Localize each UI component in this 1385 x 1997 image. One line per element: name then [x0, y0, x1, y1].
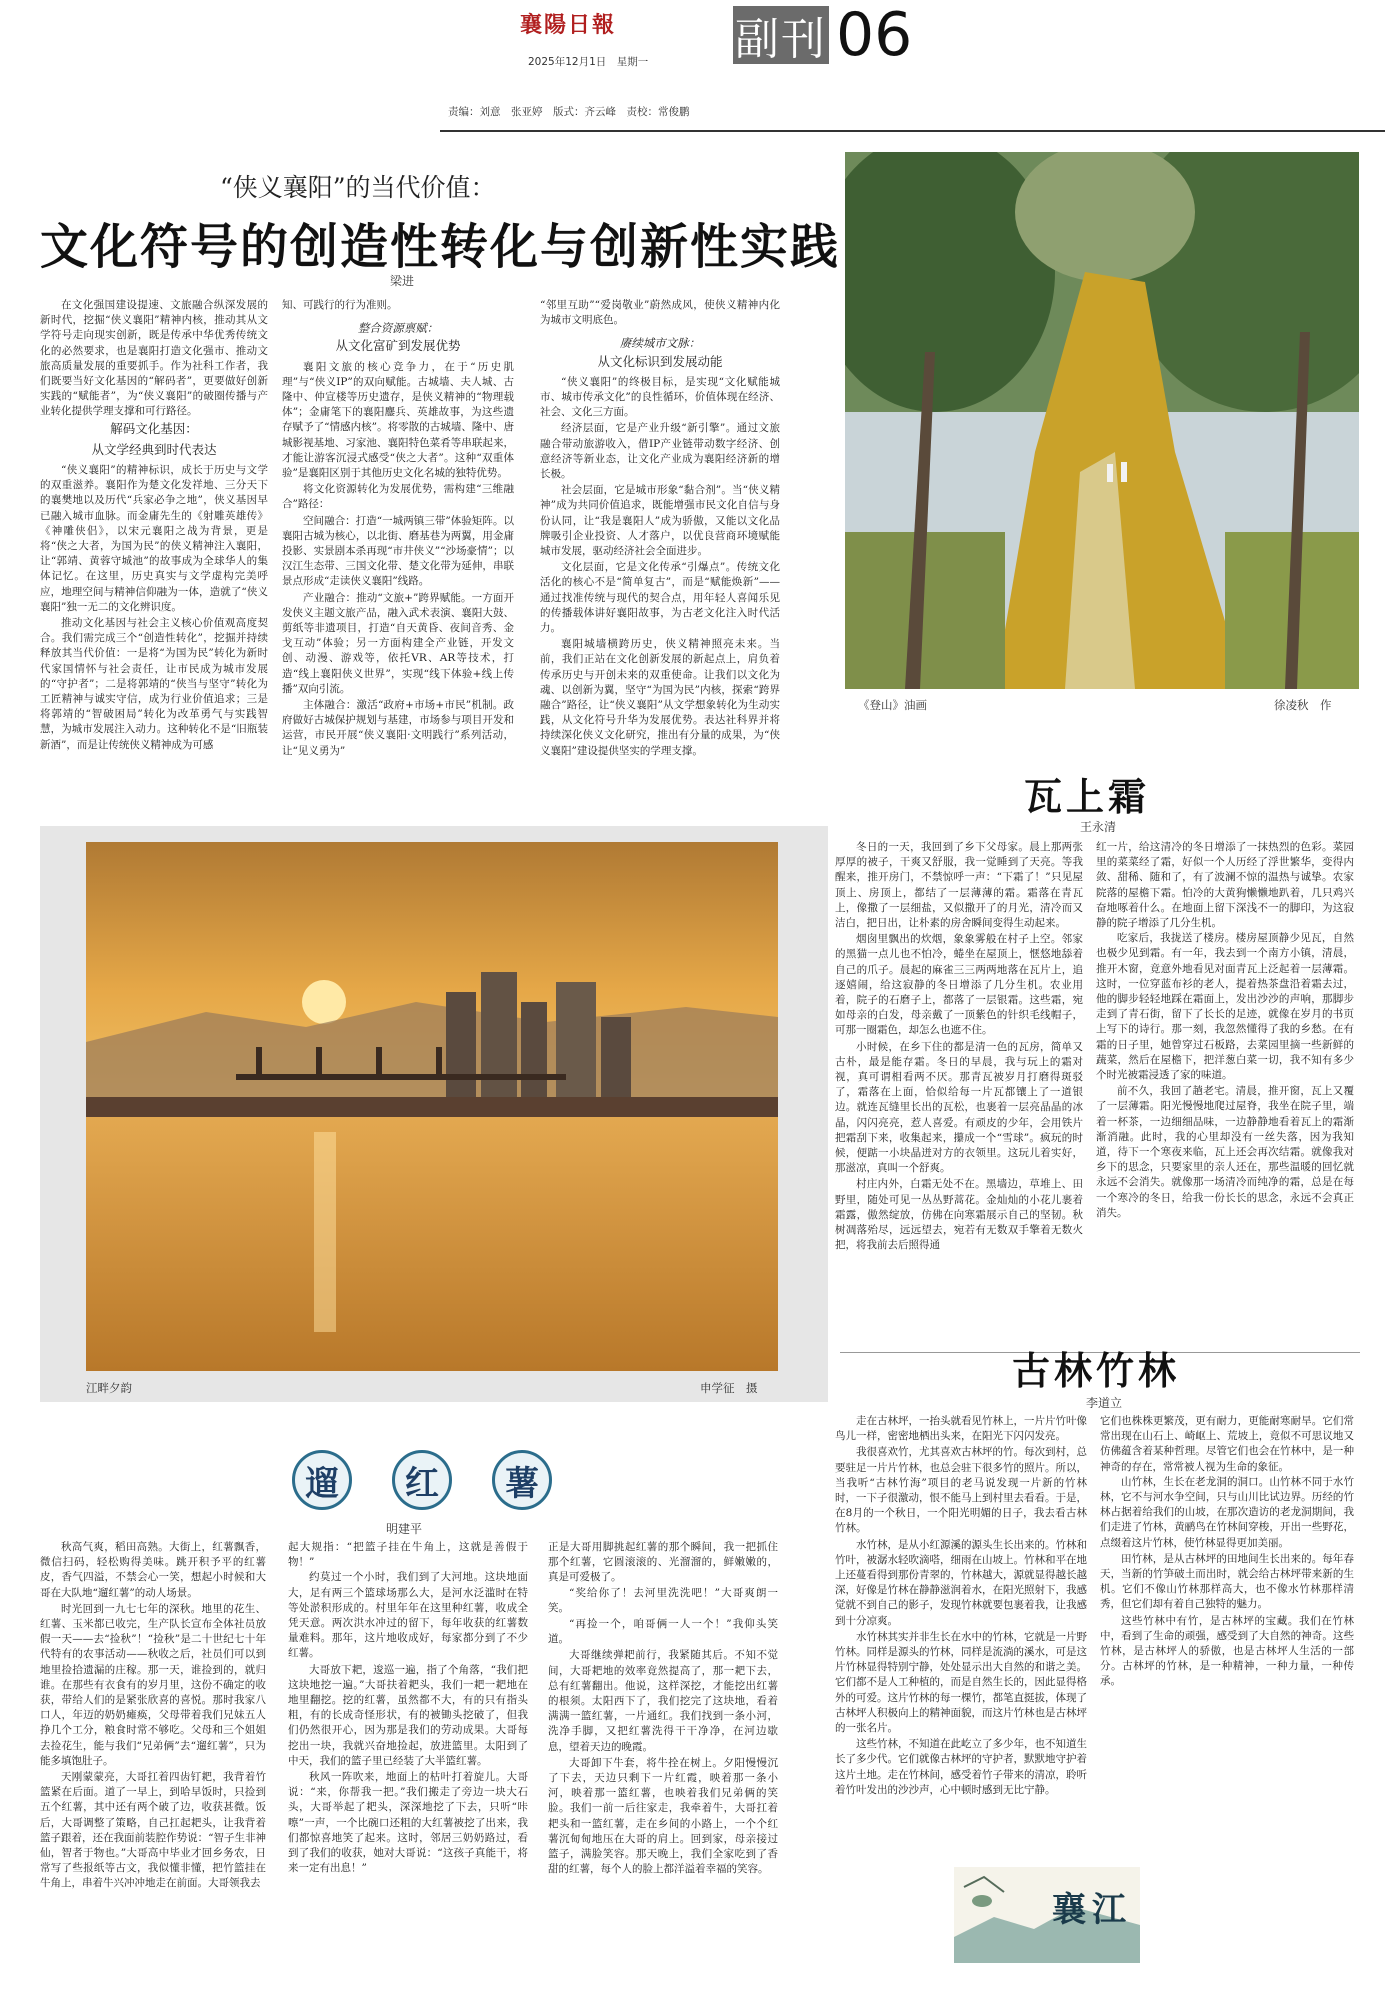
sweet-potato-essay-author: 明建平 [386, 1522, 423, 1536]
lead-article-author: 梁进 [390, 274, 415, 288]
frost-essay-author: 王永清 [1080, 820, 1117, 834]
section-label: 副刊 [733, 6, 829, 64]
paragraph: 走在古林坪，一抬头就看见竹林上，一片片竹叶像鸟儿一样，密密地栖出头来，在阳光下闪闪发亮。 [835, 1415, 1087, 1443]
subhead-label: 赓续城市文脉： [619, 336, 701, 351]
masthead-editors: 责编：刘意 张亚婷 版式：齐云峰 责校：常俊鹏 [448, 106, 690, 118]
paragraph: 秋风一阵吹来，地面上的枯叶打着旋儿。大哥说：“来，你帮我一把。”我们搬走了旁边一块大石头，大哥举起了耙头，深深地挖了下去，只听“咔嚓”一声，一个比碗口还粗的大红薯被挖了出来，我们都惊喜地笑了起来。这时，邻居三奶奶路过，看到了我们的收获，她对大哥说：“这孩子真能干，将来一定有出息！” [288, 1771, 528, 1875]
frost-essay-title: 瓦上霜 [1024, 775, 1151, 819]
paragraph: 襄阳城墙横跨历史，侠义精神照亮未来。当前，我们正站在文化创新发展的新起点上，肩负着传承历史与开创未来的双重使命。让我们以文化为魂、以创新为翼，坚守“为国为民”内核，探索“跨界融合”路径，让“侠义襄阳”从文学想象转化为生动实践，从文化符号升华为发展优势。表达社科界并将持续深化侠义文化研究，推出有分量的成果，为“侠义襄阳”建设提供坚实的学理支撑。 [540, 638, 780, 757]
paragraph: 将文化资源转化为发展优势，需构建“三维融合”路径： [282, 483, 514, 511]
painting-artist: 徐凌秋 作 [1274, 698, 1332, 712]
paragraph: 文化层面，它是文化传承“引爆点”。传统文化活化的核心不是“简单复古”，而是“赋能焕新”——通过找准传统与现代的契合点，用年轻人喜闻乐见的传播载体讲好襄阳故事，为古老文化注入时代活力。 [540, 561, 780, 635]
bamboo-essay-column-1 [835, 1414, 1087, 1854]
bamboo-essay-column-2 [1100, 1414, 1354, 1854]
subhead-title: 从文化标识到发展动能 [597, 353, 723, 369]
photo-credit: 申学征 摄 [700, 1381, 758, 1395]
paragraph: 田竹林，是从古林坪的田地间生长出来的。每年春天，当新的竹笋破土而出时，就会给古林坪带来新的生机。它们不像山竹林那样高大，也不像水竹林那样清秀，但它们却有着自己独特的魅力。 [1100, 1552, 1354, 1611]
paragraph: 在文化强国建设提速、文旅融合纵深发展的新时代，挖掘“侠义襄阳”精神内核，推动其从文学符号走向现实创新，既是传承中华优秀传统文化的必然要求，也是襄阳打造文化强市、推动文旅高质量发展的重要抓手。作为社科工作者，我们既要当好文化基因的“解码者”，更要做好创新实践的“赋能者”，为“侠义襄阳”的破圈传播与产业转化提供学理支撑和可行路径。 [40, 299, 268, 418]
header-rule [440, 130, 1385, 132]
paragraph: 吃家后，我拢送了楼房。楼房屋顶静少见瓦，自然也极少见到霜。有一年，我去到一个南方小镇，清晨，推开木窗，竟意外地看见对面青瓦上泛起着一层薄霜。这时，一位穿蓝布衫的老人，提着热茶盘沿着霜去过，他的脚步轻轻地踩在霜面上，发出沙沙的声响，那脚步走到了青石街，留下了长长的足迹，就像在岁月的书页上写下的诗行。那一刻，我忽然懂得了我的乡愁。在有霜的日子里，她曾穿过石板路，去菜园里摘一些新鲜的蔬菜，然后在屋檐下，把洋葱白菜一切，我不知有多少个时光被霜浸透了家的味道。 [1096, 932, 1354, 1082]
subhead-title: 从文化富矿到发展优势 [335, 338, 461, 354]
paragraph: 这些竹林中有竹，是古林坪的宝藏。我们在竹林中，看到了生命的顽强，感受到了大自然的神奇。这些竹林，是古林坪人的骄傲，也是古林坪人生活的一部分。古林坪的竹林，是一种精神，一种力量，一种传承。 [1100, 1614, 1354, 1688]
paragraph: 这些竹林，不知道在此屹立了多少年，也不知道生长了多少代。它们就像古林坪的守护者，默默地守护着这片土地。走在竹林间，感受着竹子带来的清凉，聆听着竹叶发出的沙沙声，心中顿时感到无比宁静。 [835, 1738, 1087, 1796]
paragraph: “侠义襄阳”的终极目标，是实现“文化赋能城市、城市传承文化”的良性循环，价值体现在经济、社会、文化三方面。 [540, 375, 780, 419]
title-char-badge: 红 [392, 1450, 452, 1510]
paragraph: 红一片，给这清冷的冬日增添了一抹热烈的色彩。菜园里的菜菜经了霜，好似一个人历经了浮世繁华，变得内敛、甜稀、随和了，有了波澜不惊的温热与诚挚。农家院落的屋檐下霜。怕冷的大黄狗懒懒地趴着，几只鸡兴奋地啄着什么。在地面上留下深浅不一的脚印，为这寂静的院子增添了几分生机。 [1096, 841, 1354, 930]
paragraph: 时光回到一九七七年的深秋。地里的花生、红薯、玉米都已收完，生产队长宣布全体社员放假一天——去“捡秋”！“捡秋”是二十世纪七十年代特有的农事活动——秋收之后，社员们可以到地里捡拾遗漏的庄稼。那一天，谁捡到的，就归谁。在那些有衣食有的岁月里，这份不确定的收获，带给人们的是紧张欣喜的喜悦。那时我家八口人，年迈的奶奶瘫痪，父母带着我们兄妹五人挣几个工分，粮食时常不够吃。父母和三个姐姐去捡花生，能与我们“兄弟俩”去“遛红薯”，只为能多填饱肚子。 [40, 1602, 266, 1767]
frost-essay-column-1 [835, 840, 1083, 1338]
painting-illustration [845, 152, 1359, 689]
paragraph: 约莫过一个小时，我们到了大河地。这块地面大，足有两三个篮球场那么大，是河水泛滥时在特等处淤积形成的。村里年年在这里种红薯，收成全凭天意。两次洪水冲过的留下，每年收获的红薯数量难料。那年，这片地收成好，每家都分到了不少红薯。 [288, 1571, 528, 1660]
paragraph: 前不久，我回了趟老宅。清晨，推开窗，瓦上又覆了一层薄霜。阳光慢慢地爬过屋脊，我坐在院子里，端着一杯茶，一边细细品味，一边静静地看着瓦上的霜渐渐消融。此时，我的心里却没有一丝失落，因为我知道，待下一个寒夜来临，瓦上还会再次结霜。就像我对乡下的思念，只要家里的亲人还在，那些温暖的回忆就永远不会消失。就像那一场清冷而纯净的霜，总是在每一个寒冷的冬日，给我一份长长的思念，永远不会真正消失。 [1096, 1085, 1354, 1219]
paragraph: 主体融合：激活“政府+市场+市民”机制。政府做好古城保护规划与基建，市场参与项目开发和运营，市民开展“侠义襄阳·文明践行”系列活动，让“见义勇为” [282, 699, 514, 757]
paragraph: 知、可践行的行为准则。 [282, 299, 398, 311]
sunset-illustration [86, 842, 778, 1371]
paragraph: 推动文化基因与社会主义核心价值观高度契合。我们需完成三个“创造性转化”，挖掘并持续释放其当代价值：一是将“为国为民”转化为新时代家国情怀与社会责任，让市民成为城市发展的“守护者”；二是将郭靖的“侠当与坚守”转化为工匠精神与诚实守信，成为行业价值追求；三是将郭靖的“智破困局”转化为改革勇气与实践智慧，为城市发展注入动力。这种转化不是“旧瓶装新酒”，而是让传统侠义精神成为可感 [40, 617, 268, 751]
frost-essay-column-2 [1096, 840, 1354, 1338]
lead-article-column-2 [282, 298, 514, 814]
sweet-potato-column-3 [548, 1540, 778, 1960]
sweet-potato-column-1 [40, 1540, 266, 1960]
paragraph: 正是大哥用脚挑起红薯的那个瞬间，我一把抓住那个红薯，它圆滚滚的、光溜溜的，鲜嫩嫩的，真是可爱极了。 [548, 1541, 778, 1584]
sunset-photo [86, 842, 778, 1371]
title-char-badge: 薯 [492, 1450, 552, 1510]
paragraph: 水竹林其实并非生长在水中的竹林，它就是一片野竹林。同样是源头的竹林，同样是流淌的溪水，可是这片竹林显得特别宁静，处处显示出大自然的和谐之美。它们都不是人工种植的，而是自然生长的，因此显得格外的可爱。这片竹林的每一棵竹，都笔直挺拔，体现了古林坪人积极向上的精神面貌，而这片竹林也是古林坪的一张名片。 [835, 1630, 1087, 1735]
oil-painting-image [845, 152, 1359, 689]
paragraph: 起大规指：“把篮子挂在牛角上，这就是善假于物！” [288, 1541, 528, 1569]
title-char-badge: 遛 [292, 1450, 352, 1510]
paragraph: 产业融合：推动“文旅+”跨界赋能。一方面开发侠义主题文旅产品，融入武术表演、襄阳大鼓、剪纸等非遗项目，打造“自天黄昏、夜间音秀、金戈互动”体验；另一方面构建全产业链，开发文创、动漫、游戏等，依托VR、AR等技术，打造“线上襄阳侠义世界”，实现“线下体验+线上传播”双向引流。 [282, 591, 514, 695]
paragraph: 冬日的一天，我回到了乡下父母家。晨上那两张厚厚的被子，干爽又舒服，我一觉睡到了天亮。等我醒来，推开房门，不禁惊呼一声：“下霜了！”只见屋顶上、房顶上，都结了一层薄薄的霜。霜落在青瓦上，像撒了一层细盐，又似撒开了的月光，清冷而又洁白，把日出，让朴素的房舍瞬间变得生动起来。 [835, 841, 1083, 930]
paragraph: 襄阳文旅的核心竞争力，在于“历史肌理”与“侠义IP”的双向赋能。古城墙、夫人城、古隆中、仲宣楼等历史遗存，是侠义精神的“物理载体”；金庸笔下的襄阳鏖兵、英雄故事，为这些遗存赋予了“情感内核”。将零散的古城墙、隆中、唐城影视基地、习家池、襄阳特色菜肴等串联起来，才能让游客沉浸式感受“侠之大者”。这种“双重体验”是襄阳区别于其他历史文化名城的独特优势。 [282, 360, 514, 480]
column-logo-text: 襄江 [1052, 1890, 1132, 1930]
paragraph: 我很喜欢竹，尤其喜欢古林坪的竹。每次到村，总要驻足一片片竹林，也总会驻下很多竹的照片。所以，当我听“古林竹海”项目的老马说发现一片新的竹林时，一下子很激动，恨不能马上到村里去看看。于是，在8月的一个秋日，一个阳光明媚的日子，我去看古林竹林。 [835, 1446, 1087, 1535]
paragraph: 秋高气爽，稻田高熟。大街上，红薯飘香，微信扫码，轻松购得美味。跳开积予平的红薯皮，香气四溢，不禁会心一笑，想起小时候和大哥在大队地“遛红薯”的动人场景。 [40, 1541, 266, 1599]
sweet-potato-column-2 [288, 1540, 528, 1960]
subhead-label: 整合资源禀赋： [357, 321, 439, 336]
paragraph: 天刚蒙蒙亮，大哥扛着四齿钉耙，我背着竹篮紧在后面。道了一早上，到哈早饭时，只捡到五个红薯，其中还有两个破了边，收获甚微。饭后，大哥调整了策略，自己扛起耙头，让我背着篮子跟着，还在我面前装腔作势说：“智子生非神仙，智者于物也。”大哥高中毕业才回乡务农，日常写了些报纸等古文，我似懂非懂，把竹篮挂在牛角上，串着牛兴冲冲地走在前面。大哥领我去 [40, 1771, 266, 1890]
paragraph: 水竹林，是从小红源溪的源头生长出来的。竹林和竹叶，被潺水轻吹滴嗒，细雨在山坡上。竹林和平在地上还蔓看得到那份青翠的，竹林越大，源就显得越长越深，好像是竹林在静静滋润着水，在阳光照射下，我感觉就不到自己的影子，发现竹林就要包裹着我，让我感到十分凉爽。 [835, 1538, 1087, 1627]
paragraph: 烟囱里飘出的炊烟，象象雾般在村子上空。邻家的黑猫一点儿也不怕冷，蜷坐在屋顶上，惬悠地舔着自己的爪子。晨起的麻雀三三两两地落在瓦片上，追逐嬉闹，给这寂静的冬日增添了几分生机。农业用着，院子的石磨子上，都落了一层银霜。这些霜，宛如母亲的白发，母亲戴了一顶紫色的针织毛线帽子，可那一圈霜色，却怎么也遮不住。 [835, 933, 1083, 1037]
paragraph: 大哥卸下牛套，将牛拴在树上。夕阳慢慢沉了下去，天边只剩下一片红霞，映着那一条小河，映着那一篮红薯，也映着我们兄弟俩的笑脸。我们一前一后往家走，我牵着牛，大哥扛着耙头和一篮红薯，走在乡间的小路上，一个个红薯沉甸甸地压在大哥的肩上。回到家，母亲接过篮子，满脸笑容。那天晚上，我们全家吃到了香甜的红薯，每个人的脸上都洋溢着幸福的笑容。 [548, 1756, 778, 1876]
page-number: 06 [836, 0, 913, 70]
paragraph: 经济层面，它是产业升级“新引擎”。通过文旅融合带动旅游收入，借IP产业链带动数字经济、创意经济等新业态，让文化产业成为襄阳经济新的增长极。 [540, 422, 780, 481]
paragraph: 它们也株株更繁茂，更有耐力，更能耐寒耐旱。它们常常出现在山石上、崎岖上、荒坡上，竟似不可思议地又仿佛蕴含着某种哲理。尽管它们也会在竹林中，是一种神奇的存在，常常被人视为生命的象征。 [1100, 1415, 1354, 1473]
lead-article-column-3 [540, 298, 780, 814]
masthead-logo: 襄陽日報 [520, 12, 617, 38]
paragraph: “邻里互助”“爱岗敬业”蔚然成风，使侠义精神内化为城市文明底色。 [540, 299, 780, 327]
lead-article-kicker: “侠义襄阳”的当代价值： [220, 173, 496, 202]
paragraph: “奖给你了！去河里洗洗吧！”大哥爽朗一笑。 [548, 1586, 778, 1614]
subhead-label: 解码文化基因： [110, 420, 198, 436]
paragraph: 空间融合：打造“一城两镇三带”体验矩阵。以襄阳古城为核心，以北街、磨基巷为两翼，用金庸投影、实景剧本杀再现“市井侠义”“沙场豪情”；以汉江生态带、三国文化带、楚文化带为延伸，串联景点形成“走读侠义襄阳”线路。 [282, 514, 514, 588]
paragraph: “侠义襄阳”的精神标识，成长于历史与文学的双重滋养。襄阳作为楚文化发祥地、三分天下的襄樊地以及历代“兵家必争之地”，侠义基因早已融入城市血脉。而金庸先生的《射雕英雄传》《神雕侠侣》，以宋元襄阳之战为背景，更是将“侠之大者，为国为民”的侠义精神注入襄阳，让“郭靖、黄蓉守城池”的故事成为全球华人的集体记忆。在这里，历史真实与文学虚构完美呼应，地理空间与精神信仰融为一体，造就了“侠义襄阳”独一无二的文化辨识度。 [40, 464, 268, 613]
paragraph: 小时候，在乡下住的都是清一色的瓦房，简单又古朴，最是能存霜。冬日的早晨，我与玩上的霜对视，真可谓相看两不厌。那青瓦被岁月打磨得斑驳了，霜落在上面，恰似给每一片瓦都镶上了一道银边。就连瓦缝里长出的瓦松，也裹着一层亮晶晶的冰晶，闪闪亮亮，惹人喜爱。有顽皮的少年，会用铁片把霜刮下来，收集起来，攥成一个“雪球”。疯玩的时候，便踮一小块晶迸对方的衣领里。这玩儿着实好，那滋凉，真叫一个舒爽。 [835, 1040, 1083, 1175]
paragraph: “再捡一个，咱哥俩一人一个！”我仰头笑道。 [548, 1618, 778, 1646]
paragraph: 大哥放下耙，逡巡一遍，指了个角落，“我们把这块地挖一遍。”大哥扶着耙头，我们一耙一耙地在地里翻挖。挖的红薯，虽然都不大，有的只有指头粗，有的长成奇怪形状，有的被锄头挖破了，但我们仍然很开心，因为那是我们的劳动成果。大哥每挖出一块，我就兴奋地捡起，放进篮里。太阳到了中天，我们的篮子里已经装了大半篮红薯。 [288, 1663, 528, 1767]
painting-caption: 《登山》油画 [858, 698, 927, 712]
photo-caption: 江畔夕韵 [86, 1381, 132, 1395]
paragraph: 大哥继续弹耙前行，我紧随其后。不知不觉间，大哥耙地的效率竟然提高了，那一耙下去，总有红薯翻出。他说，这样深挖，才能挖出红薯的根须。太阳西下了，我们挖完了这块地，看着满满一篮红薯，一片通红。我们找到一条小河，洗净手脚，又把红薯洗得干干净净，在河边歇息，望着天边的晚霞。 [548, 1649, 778, 1753]
paragraph: 山竹林，生长在老龙洞的洞口。山竹林不同于水竹林，它不与河水争空间，只与山川比试边界。历经的竹林占据着给我们的山坡，在那次造访的老龙洞期间，我们走进了竹林，黄鹂鸟在竹林间穿梭，开出一些野花，点缀着这片竹林，使竹林显得更加美丽。 [1100, 1475, 1354, 1549]
masthead-date: 2025年12月1日 星期一 [528, 56, 649, 68]
bamboo-essay-title: 古林竹林 [1012, 1349, 1181, 1393]
paragraph: 村庄内外，白霜无处不在。黑墙边，草堆上、田野里，随处可见一丛丛野蒿花。金灿灿的小花儿裹着霜露，傲然绽放，仿佛在向寒霜展示自己的坚韧。秋树凋落殆尽，远远望去，宛若有无数双手擎着无数火把，将我前去后照得通 [835, 1178, 1083, 1252]
bamboo-essay-author: 李道立 [1086, 1396, 1123, 1410]
paragraph: 社会层面，它是城市形象“黏合剂”。当“侠义精神”成为共同价值追求，既能增强市民文化自信与身份认同，让“我是襄阳人”成为骄傲，又能以文化品牌吸引企业投资、人才落户，以优良营商环境赋能城市发展，驱动经济社会全面进步。 [540, 484, 780, 558]
lead-article-title: 文化符号的创造性转化与创新性实践 [40, 219, 841, 275]
subhead-title: 从文学经典到时代表达 [91, 441, 217, 457]
lead-article-column-1 [40, 298, 268, 814]
